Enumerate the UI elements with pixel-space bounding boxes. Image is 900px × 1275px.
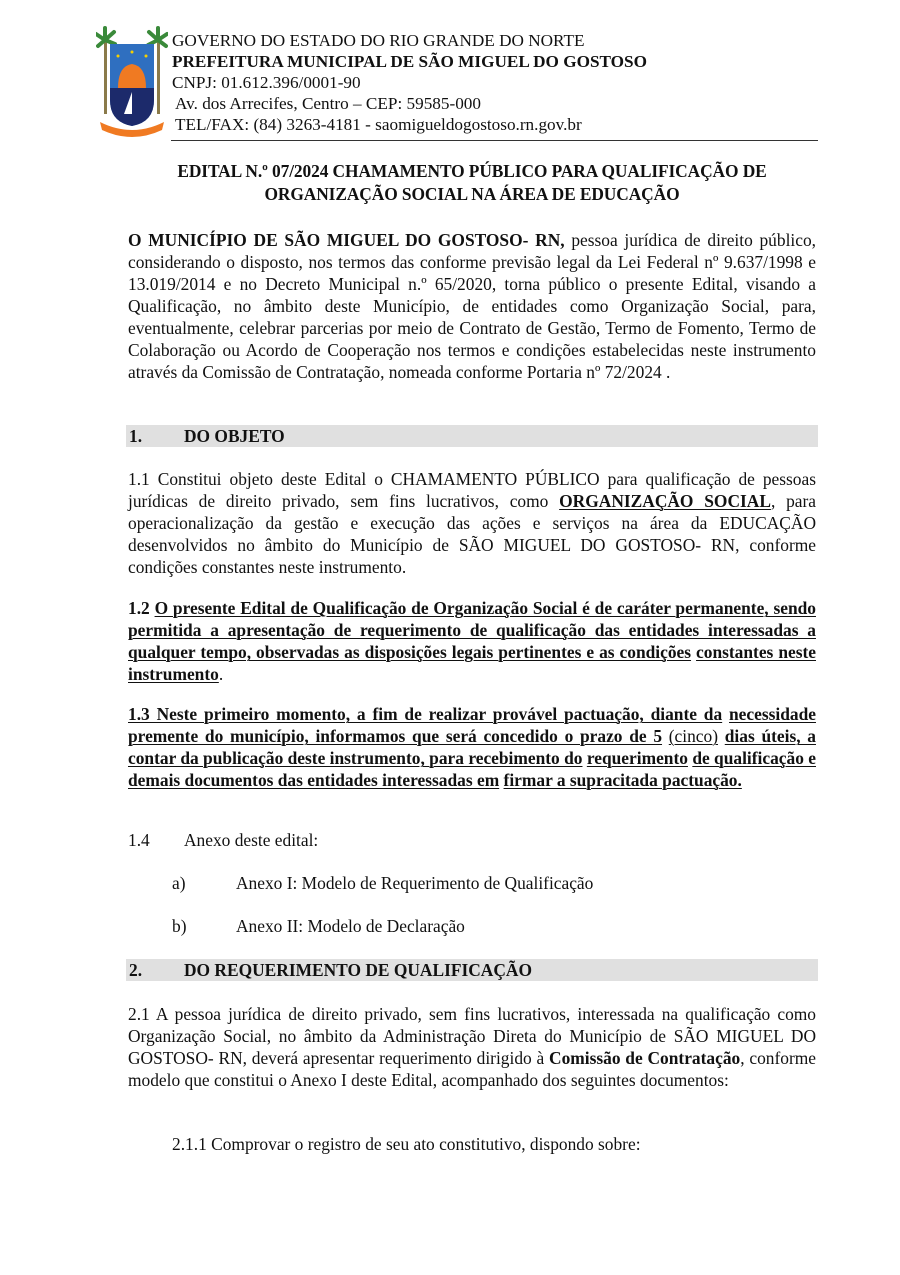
clause-1-1 [128,468,816,578]
clause-text: de qualificação e demais documentos das entidades interessadas em [128,748,816,790]
clause-1-4-number: 1.4 [128,830,150,850]
state-government: GOVERNO DO ESTADO DO RIO GRANDE DO NORTE [172,31,585,50]
intro-text: pessoa jurídica de direito público, considerando o disposto, nos termos das conforme previsão legal da Lei Federal nº 9.637/1998 e 13.019/2014 e no Decreto Municipal n.º 65/2020, torna público o presente Edital, visando a Qualificação, no âmbito deste Município, de entidades como Organização Social, para, eventualmente, celebrar parcerias por meio de Contrato de Gestão, Termo de Fomento, Termo de Colaboração ou Acordo de Cooperação nos termos e condições estabelecidas neste instrumento através da Comissão de Contratação, nomeada conforme Portaria nº 72/2024 . [128,230,816,382]
section-label: DO OBJETO [184,426,285,446]
intro-paragraph [128,229,816,383]
period: . [218,664,224,684]
letterhead-text [172,30,647,135]
clause-text: firmar a supracitada pactuação. [503,770,742,790]
clause-1-3 [128,703,816,791]
clause-text: 1.3 Neste primeiro momento, a fim de realizar provável pactuação, diante da [128,704,723,724]
clause-text: , conforme modelo que constitui o Anexo I deste Edital, acompanhado dos seguintes documentos: [128,1048,816,1090]
clause-1-2 [128,597,816,685]
clause-text: (cinco) [668,726,719,746]
annex-item: Anexo I: Modelo de Requerimento de Qualificação [236,873,594,893]
annex-item: Anexo II: Modelo de Declaração [236,916,465,936]
contact: TEL/FAX: (84) 3263-4181 - saomigueldogostoso.rn.gov.br [175,115,582,134]
address: Av. dos Arrecifes, Centro – CEP: 59585-000 [175,94,481,113]
section-number: 2. [129,960,143,980]
clause-text: , para operacionalização da gestão e execução das ações e serviços na área da EDUCAÇÃO desenvolvidos no âmbito do Município de SÃO MIGUEL DO GOSTOSO- RN, conforme condições constantes neste instrumento. [128,491,816,577]
section-number: 1. [129,426,143,446]
clause-text: dias úteis, a contar da publicação deste instrumento, para recebimento do [128,726,816,768]
document-title [126,160,818,206]
city-hall-name: PREFEITURA MUNICIPAL DE SÃO MIGUEL DO GOSTOSO [172,52,647,71]
clause-text: 2.1 A pessoa jurídica de direito privado, sem fins lucrativos, interessada na qualificação como Organização Social, no âmbito da Administração Direta do Município de SÃO MIGUEL DO GOSTOSO- RN, deverá apresentar requerimento dirigido à [128,1004,816,1068]
clause-2-1-1: 2.1.1 Comprovar o registro de seu ato constitutivo, dispondo sobre: [172,1134,641,1154]
section-label: DO REQUERIMENTO DE QUALIFICAÇÃO [184,960,533,980]
clause-text: necessidade premente do município, informamos que será concedido o prazo de 5 [128,704,816,746]
intro-lead: O MUNICÍPIO DE SÃO MIGUEL DO GOSTOSO- RN, [128,230,565,250]
clause-text: 1.1 Constitui objeto deste Edital o CHAMAMENTO PÚBLICO para qualificação de pessoas jurídicas de direito privado, sem fins lucrativos, como [128,469,816,511]
clause-text: requerimento [586,748,688,768]
letterhead [96,26,818,142]
clause-number: 1.2 [128,598,155,618]
title-line-2: ORGANIZAÇÃO SOCIAL NA ÁREA DE EDUCAÇÃO [264,184,680,204]
comissao-emphasis: Comissão de Contratação [549,1048,741,1068]
section-heading-2 [126,959,818,981]
section-heading-1 [126,425,818,447]
organizacao-social-emphasis: ORGANIZAÇÃO SOCIAL [559,491,771,511]
annex-letter: b) [172,916,187,936]
title-line-1: EDITAL N.º 07/2024 CHAMAMENTO PÚBLICO PARA QUALIFICAÇÃO DE [177,161,767,181]
clause-text: O presente Edital de Qualificação de Organização Social é de caráter permanente, sendo permitida a apresentação de requerimento de qualificação das entidades interessadas a qualquer tempo, observadas as disposições legais pertinentes e as condições [128,598,816,662]
clause-1-4-label: Anexo deste edital: [184,830,319,850]
coat-of-arms-icon [96,26,168,140]
header-divider [171,140,818,141]
cnpj: CNPJ: 01.612.396/0001-90 [172,73,361,92]
clause-text: constantes neste instrumento [128,642,816,684]
annex-letter: a) [172,873,186,893]
clause-2-1 [128,1003,816,1091]
